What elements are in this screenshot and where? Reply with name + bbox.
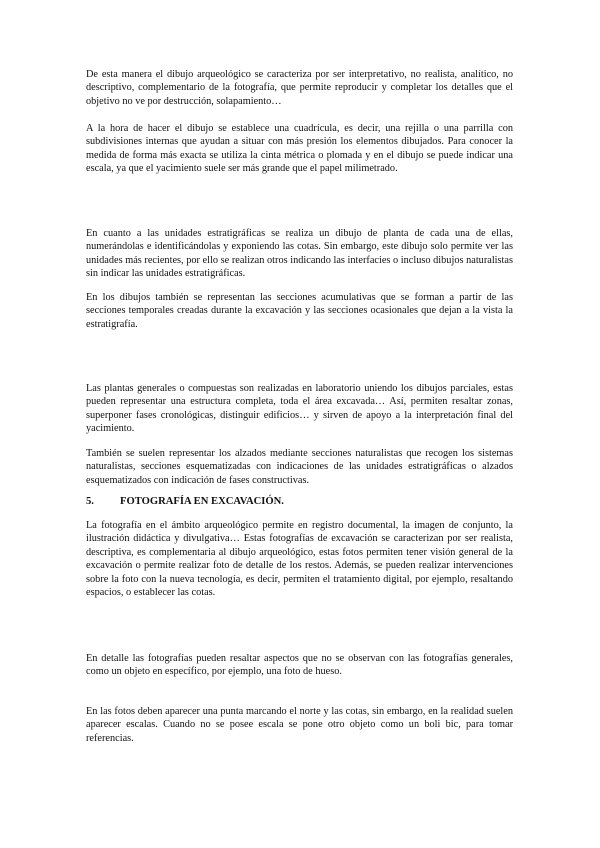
paragraph-general-plans: Las plantas generales o compuestas son realizadas en laboratorio uniendo los dibujos parciales, estas pueden representar una estructura completa, toda el área excavada… Así, permiten resaltar zonas, superponer fases cronológicas, distinguir edificios… y sirven de apoyo a la interpretación final del yacimiento. [86, 383, 513, 435]
paragraph-elevations: También se suelen representar los alzados mediante secciones naturalistas que recogen los sistemas naturalistas, secciones esquematizadas con indicaciones de las unidades estratigráficas o alzados esquematizados con indicación de fases constructivas. [86, 448, 513, 486]
paragraph-detail-photos: En detalle las fotografías pueden resaltar aspectos que no se observan con las fotografías generales, como un objeto en específico, por ejemplo, una foto de hueso. [86, 653, 513, 678]
section-title: FOTOGRAFÍA EN EXCAVACIÓN. [120, 496, 284, 507]
section-heading [86, 495, 513, 508]
paragraph-grid-method: A la hora de hacer el dibujo se establece una cuadrícula, es decir, una rejilla o una parrilla con subdivisiones internas que ayudan a situar con más presión los elementos dibujados. Para conocer la medida de forma más exacta se utiliza la cinta métrica o plomada y en el dibujo se puede indicar una escala, ya que el yacimiento suele ser más grande que el papel milimetrado. [86, 123, 513, 175]
paragraph-photo-references: En las fotos deben aparecer una punta marcando el norte y las cotas, sin embargo, en la realidad suelen aparecer escalas. Cuando no se posee escala se pone otro objeto como un boli bic, para tomar referencias. [86, 706, 513, 744]
paragraph-drawing-characteristics: De esta manera el dibujo arqueológico se caracteriza por ser interpretativo, no realista, analítico, no descriptivo, complementario de la fotografía, que permite reproducir y completar los detalles que el objetivo no ve por destrucción, solapamiento… [86, 69, 513, 107]
paragraph-photography-excavation: La fotografía en el ámbito arqueológico permite en registro documental, la imagen de conjunto, la ilustración didáctica y divulgativa… Estas fotografías de excavación se caracterizan por ser realista, descriptiva, es complementaria al dibujo arqueológico, estas fotos permiten tener visión general de la excavación o permite realizar foto de detalle de los restos. Además, se pueden realizar intervenciones sobre la foto con la nueva tecnología, es decir, permiten el tratamiento digital, por ejemplo, resaltando espacios, o establecer las cotas. [86, 520, 513, 599]
paragraph-stratigraphic-units: En cuanto a las unidades estratigráficas se realiza un dibujo de planta de cada una de ellas, numerándolas e identificándolas y exponiendo las cotas. Sin embargo, este dibujo solo permite ver las unidades más recientes, por ello se realizan otros indicando las interfacies o incluso dibujos naturalistas sin indicar las unidades estratigráficas. [86, 228, 513, 280]
section-number: 5. [86, 496, 94, 507]
paragraph-sections: En los dibujos también se representan las secciones acumulativas que se forman a partir de las secciones temporales creadas durante la excavación y las secciones ocasionales que dejan a la vista la estratigrafía. [86, 292, 513, 330]
